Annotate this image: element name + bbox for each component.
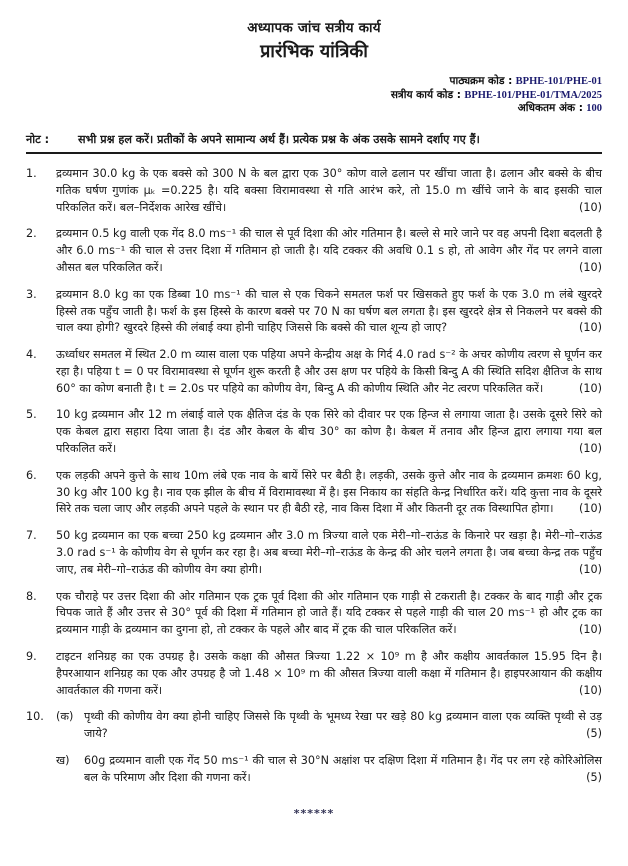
question-body-text: एक लड़की अपने कुत्ते के साथ 10m लंबे एक नाव के बायें सिरे पर बैठी है। लड़की, उसके कुत्ते और नाव के द्रव्यमान क्रमशः 60 kg, 30 kg और 100 kg है। नाव एक झील के बीच में विरामावस्था में है। इस निकाय का संहति केन्द्र निर्धारित करें। यदि कुत्ता नाव के दूसरे सिरे तक चला जाए और लड़की अपने पहले के स्थान पर ही बैठी रहे, नाव किस दिशा में और कितनी दूर तक विस्थापित होगा। (56, 468, 602, 516)
part-label: ख) (56, 754, 70, 768)
question-body-text: द्रव्यमान 0.5 kg वाली एक गेंद 8.0 ms⁻¹ की चाल से पूर्व दिशा की ओर गतिमान है। बल्ले से मारे जाने पर वह अपनी दिशा बदलती है और 6.0 ms⁻¹ की चाल से उत्तर दिशा में गतिमान हो जाती है। यदि टक्कर की अवधि 0.1 s हो, तो आवेग और गेंद पर लगने वाला औसत बल परिकलित करें। (56, 227, 602, 274)
question-6 (26, 468, 602, 518)
course-title: प्रारंभिक यांत्रिकी (260, 41, 368, 62)
question-parts (56, 709, 602, 796)
question-body-text: एक चौराहे पर उत्तर दिशा की ओर गतिमान एक ट्रक पूर्व दिशा की ओर गतिमान एक गाड़ी से टकराती है। टक्कर के बाद गाड़ी और ट्रक चिपक जाते हैं और उत्तर से 30° पूर्व की दिशा में गतिमान हो जाते हैं। यदि टक्कर से पहले गाड़ी की चाल 20 ms⁻¹ हो और ट्रक का द्रव्यमान गाड़ी के द्रव्यमान का दुगना हो, तो टक्कर के पहले और बाद में ट्रक की चाल परिकलित करें। (56, 589, 602, 637)
question-number: 3. (26, 287, 37, 301)
part-body-text: पृथ्वी की कोणीय वेग क्या होनी चाहिए जिससे कि पृथ्वी के भूमध्य रेखा पर खड़े 80 kg द्रव्यमान वाला एक व्यक्ति पृथ्वी से उड़ जाये? (84, 710, 602, 741)
question-number: 8. (26, 589, 37, 603)
end-of-paper-asterisks: ****** (293, 806, 335, 820)
marks-badge: (10) (579, 381, 602, 395)
max-marks-line (26, 102, 602, 116)
question-4 (26, 347, 602, 397)
assignment-code-line (26, 89, 602, 103)
question-2 (26, 226, 602, 276)
part-text (84, 709, 602, 743)
question-body-text: ऊर्ध्वाधर समतल में स्थित 2.0 m व्यास वाला एक पहिया अपने केन्द्रीय अक्ष के गिर्द 4.0 rad s⁻² के अचर कोणीय त्वरण से घूर्णन कर रहा है। पहिया t = 0 पर विरामावस्था से घूर्णन शुरू करती है और उस क्षण पर पहिये के किसी बिन्दु A की स्थिति सदिश क्षैतिज के साथ 60° का कोण बनाती है। t = 2.0s पर पहिये का कोणीय वेग, बिन्दु A की कोणीय स्थिति और नेट त्वरण परिकलित करें। (56, 348, 602, 395)
question-text (56, 407, 602, 457)
part-text (84, 753, 602, 787)
question-5 (26, 407, 602, 457)
question-text (56, 287, 602, 337)
question-10 (26, 709, 602, 796)
question-number: 6. (26, 468, 37, 482)
marks-badge: (10) (579, 200, 602, 214)
question-text (56, 226, 602, 276)
note-text: सभी प्रश्न हल करें। प्रतीकों के अपने सामान्य अर्थ हैं। प्रत्येक प्रश्न के अंक उसके सामने दर्शाए गए हैं। (78, 132, 480, 146)
marks-badge: (10) (579, 623, 602, 637)
marks-badge: (5) (586, 727, 602, 741)
question-text (56, 347, 602, 397)
course-code-value: BPHE-101/PHE-01 (515, 76, 602, 87)
max-marks-label: अधिकतम अंक : (517, 102, 583, 115)
question-body-text: द्रव्यमान 8.0 kg का एक डिब्बा 10 ms⁻¹ की चाल से एक चिकने समतल फर्श पर खिसकते हुए फर्श के एक 3.0 m लंबे खुरदरे हिस्से तक पहुँच जाती है। फर्श के इस हिस्से के कारण बक्से पर 70 N का घर्षण बल लगता है। इस खुरदरे क्षेत्र से निकलने पर बक्से की चाल क्या होगी? खुरदरे हिस्से की लंबाई क्या होनी चाहिए जिससे कि बक्से की चाल शून्य हो जाए? (56, 287, 602, 335)
question-3 (26, 287, 602, 337)
question-10-part-a (56, 709, 602, 743)
question-text (56, 649, 602, 699)
max-marks-value: 100 (586, 103, 602, 115)
marks-badge: (10) (579, 502, 602, 516)
question-text (56, 528, 602, 578)
questions-list (26, 166, 602, 797)
course-meta-block (26, 75, 602, 116)
question-text (56, 468, 602, 518)
question-number: 5. (26, 408, 37, 422)
question-number: 4. (26, 348, 37, 362)
assignment-type-title: अध्यापक जांच सत्रीय कार्य (247, 20, 381, 36)
question-body-text: 10 kg द्रव्यमान और 12 m लंबाई वाले एक क्षैतिज दंड के एक सिरे को दीवार पर एक हिन्ज से लगाया जाता है। उसके दूसरे सिरे को एक केबल द्वारा सहारा दिया जाता है। दंड और केबल के बीच 30° का कोण है। केबल में तनाव और हिन्ज द्वारा लगाया गया बल परिकलित करें। (56, 408, 602, 456)
question-7 (26, 528, 602, 578)
note-label: नोट : (26, 132, 50, 146)
marks-badge: (10) (579, 321, 602, 335)
assignment-code-label: सत्रीय कार्य कोड : (390, 88, 461, 101)
question-number: 9. (26, 650, 37, 664)
question-number: 10. (26, 710, 44, 724)
question-8 (26, 589, 602, 639)
course-code-label: पाठ्यक्रम कोड : (449, 75, 513, 87)
question-1 (26, 166, 602, 216)
marks-badge: (5) (586, 770, 602, 784)
question-9 (26, 649, 602, 699)
assignment-code-value: BPHE-101/PHE-01/TMA/2025 (464, 89, 602, 101)
marks-badge: (10) (579, 562, 602, 576)
note-row (26, 132, 602, 154)
course-code-line (26, 75, 602, 89)
question-number: 1. (26, 166, 37, 180)
marks-badge: (10) (579, 260, 602, 274)
marks-badge: (10) (579, 683, 602, 697)
question-body-text: 50 kg द्रव्यमान का एक बच्चा 250 kg द्रव्यमान और 3.0 m त्रिज्या वाले एक मेरी–गो–राऊंड के किनारे पर खड़ा है। मेरी–गो–राऊंड 3.0 rad s⁻¹ के कोणीय वेग से घूर्णन कर रहा है। अब बच्चा मेरी–गो–राऊंड के केन्द्र की ओर चलने लगता है। जब बच्चा केन्द्र तक पहुँच जाए, तब मेरी–गो–राऊंड की कोणीय वेग क्या होगी। (56, 529, 602, 576)
question-number: 2. (26, 227, 37, 241)
question-text (56, 166, 602, 216)
question-10-part-b (56, 753, 602, 787)
part-body-text: 60g द्रव्यमान वाली एक गेंद 50 ms⁻¹ की चाल से 30°N अक्षांश पर दक्षिण दिशा में गतिमान है। गेंद पर लग रहे कोरिओलिस बल के परिमाण और दिशा की गणना करें। (84, 754, 602, 784)
question-body-text: द्रव्यमान 30.0 kg के एक बक्से को 300 N के बल द्वारा एक 30° कोण वाले ढलान पर खींचा जाता है। ढलान और बक्से के बीच गतिक घर्षण गुणांक μₖ =0.225 है। यदि बक्सा विरामावस्था से गति आरंभ करे, तो 15.0 m खींचे जाने के बाद इसकी चाल परिकलित करें। बल–निर्देशक आरेख खींचे। (56, 166, 602, 214)
part-label: (क) (56, 710, 74, 724)
question-number: 7. (26, 529, 37, 543)
question-text (56, 589, 602, 639)
marks-badge: (10) (579, 442, 602, 456)
question-body-text: टाइटन शनिग्रह का एक उपग्रह है। उसके कक्षा की औसत त्रिज्या 1.22 × 10⁹ m है और कक्षीय आवर्तकाल 15.95 दिन है। हैपरआयान शनिग्रह का एक और उपग्रह है जो 1.48 × 10⁹ m की औसत त्रिज्या वाली कक्षा में गतिमान है। हाइपरआयान की कक्षीय आवर्तकाल की गणना करें। (56, 650, 602, 697)
